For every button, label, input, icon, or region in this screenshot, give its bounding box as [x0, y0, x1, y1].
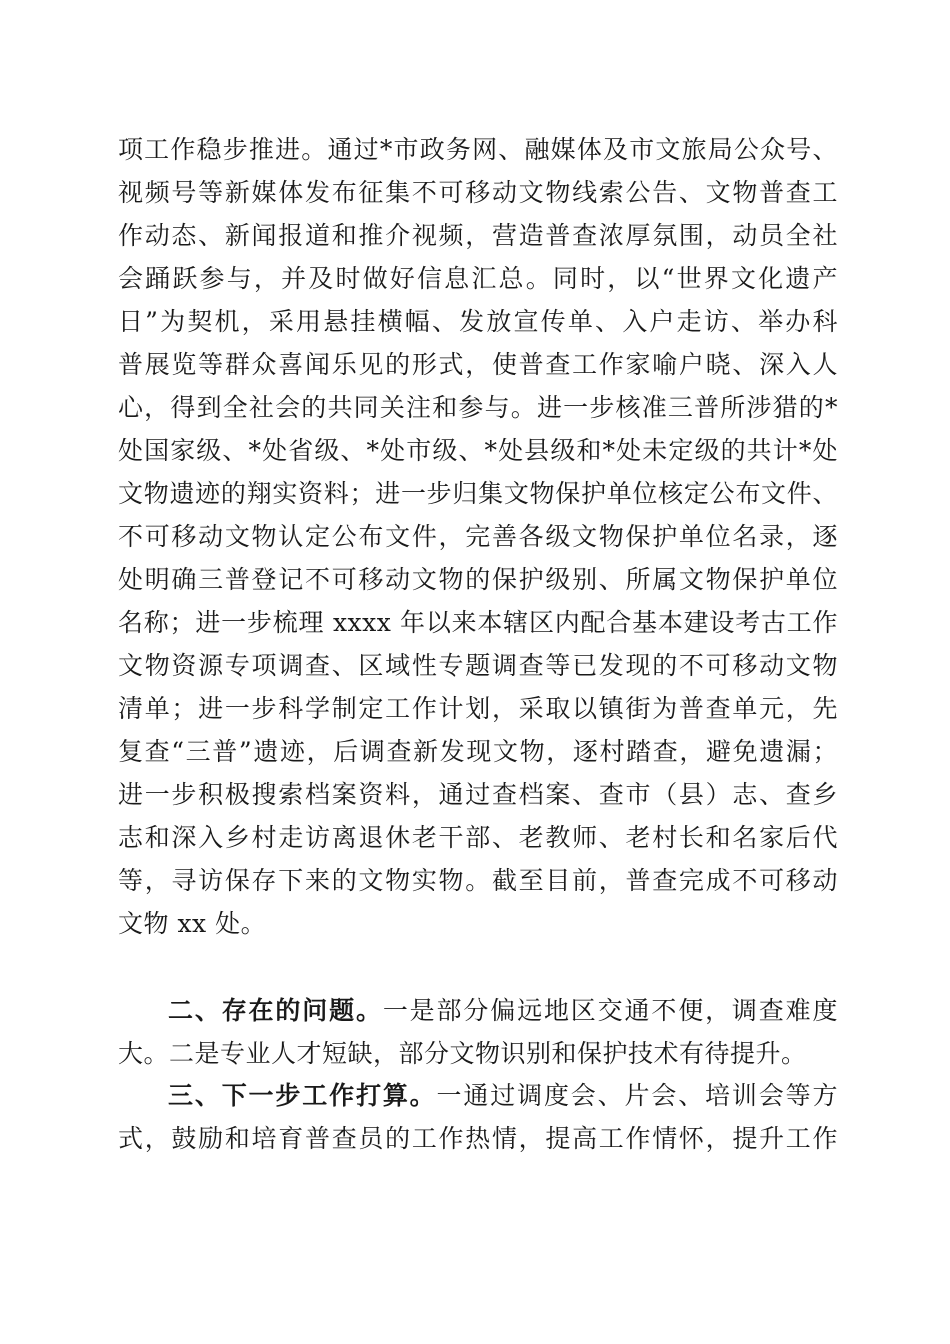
paragraph-line: 日”为契机，采用悬挂横幅、发放宣传单、入户走访、举办科 — [118, 307, 838, 336]
next-steps-line-2: 式，鼓励和培育普查员的工作热情，提高工作情怀，提升工作 — [118, 1124, 838, 1153]
paragraph-line: 会踊跃参与，并及时做好信息汇总。同时，以“世界文化遗产 — [118, 264, 838, 293]
problems-heading: 二、存在的问题。 — [168, 996, 383, 1025]
paragraph-line: 作动态、新闻报道和推介视频，营造普查浓厚氛围，动员全社 — [118, 221, 838, 250]
paragraph-line: 进一步积极搜索档案资料，通过查档案、查市（县）志、查乡 — [118, 780, 838, 809]
next-steps-heading: 三、下一步工作打算。 — [168, 1081, 437, 1110]
next-steps-line-1 — [118, 1074, 838, 1117]
problems-line-1 — [118, 989, 838, 1032]
paragraph-line: 视频号等新媒体发布征集不可移动文物线索公告、文物普查工 — [118, 178, 838, 207]
paragraph-line: 普展览等群众喜闻乐见的形式，使普查工作家喻户晓、深入人 — [118, 350, 838, 379]
paragraph-line: 清单；进一步科学制定工作计划，采取以镇街为普查单元，先 — [118, 694, 838, 723]
paragraph-line: 文物 xx 处。 — [118, 909, 267, 938]
paragraph-line: 志和深入乡村走访离退休老干部、老教师、老村长和名家后代 — [118, 823, 838, 852]
paragraph-line: 项工作稳步推进。通过*市政务网、融媒体及市文旅局公众号、 — [118, 135, 838, 164]
problems-line-2: 大。二是专业人才短缺，部分文物识别和保护技术有待提升。 — [118, 1039, 807, 1068]
next-steps-text: 一通过调度会、片会、培训会等方 — [436, 1081, 838, 1110]
problems-text: 一是部分偏远地区交通不便，调查难度 — [382, 996, 838, 1025]
paragraph-line: 文物资源专项调查、区域性专题调查等已发现的不可移动文物 — [118, 651, 838, 680]
problems-section — [118, 989, 838, 1075]
paragraph-line: 处明确三普登记不可移动文物的保护级别、所属文物保护单位 — [118, 565, 838, 594]
next-steps-section — [118, 1074, 838, 1160]
paragraph-line: 复查“三普”遗迹，后调查新发现文物，逐村踏查，避免遗漏； — [118, 737, 838, 766]
body-paragraph — [118, 128, 838, 945]
paragraph-line: 不可移动文物认定公布文件，完善各级文物保护单位名录，逐 — [118, 522, 838, 551]
paragraph-line: 处国家级、*处省级、*处市级、*处县级和*处未定级的共计*处 — [118, 436, 838, 465]
paragraph-line: 文物遗迹的翔实资料；进一步归集文物保护单位核定公布文件、 — [118, 479, 838, 508]
paragraph-line: 心，得到全社会的共同关注和参与。进一步核准三普所涉猎的* — [118, 393, 838, 422]
paragraph-line: 等，寻访保存下来的文物实物。截至目前，普查完成不可移动 — [118, 866, 838, 895]
paragraph-line: 名称；进一步梳理 xxxx 年以来本辖区内配合基本建设考古工作 — [118, 608, 838, 637]
